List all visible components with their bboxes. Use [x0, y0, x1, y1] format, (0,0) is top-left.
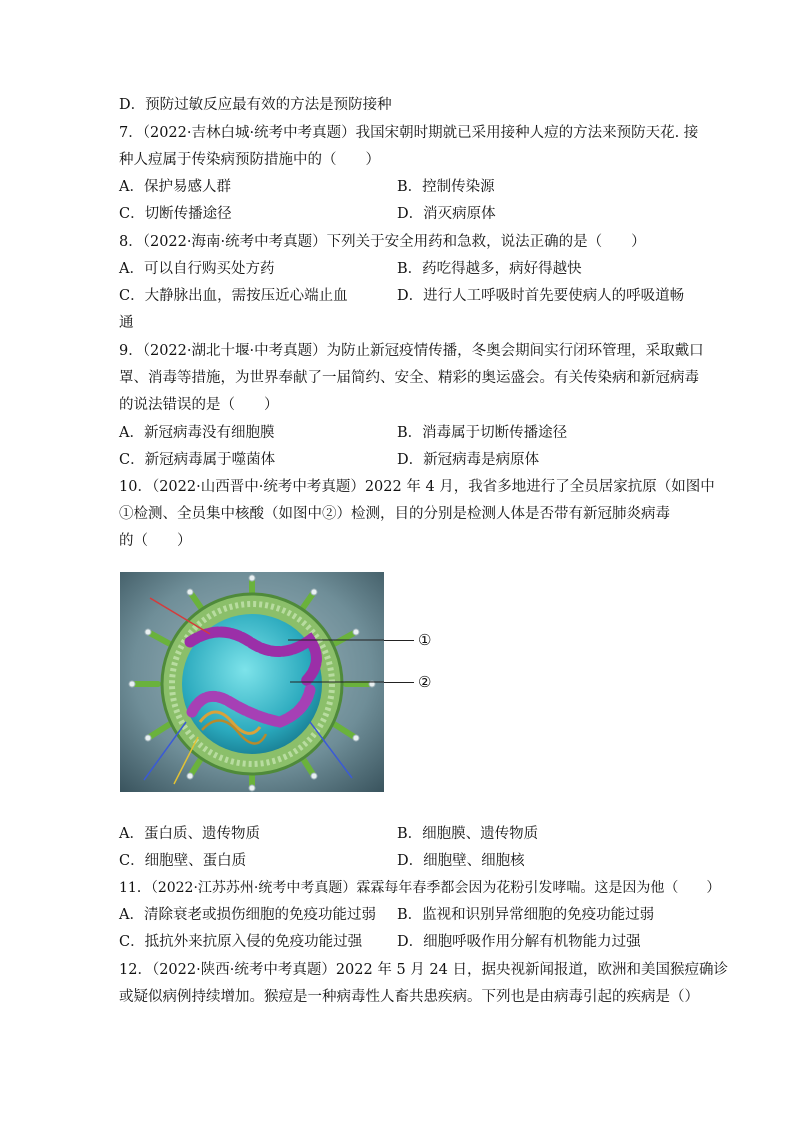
q10-stem-line3: 的（ ）	[119, 533, 192, 549]
q10-option-b: B．细胞膜、遗传物质	[397, 826, 539, 842]
figure-label-2: ②	[418, 673, 432, 691]
q8-option-d: D．进行人工呼吸时首先要使病人的呼吸道畅	[397, 288, 685, 304]
q9-option-d: D．新冠病毒是病原体	[397, 452, 540, 468]
q9-stem-line2: 罩、消毒等措施，为世界奉献了一届简约、安全、精彩的奥运盛会。有关传染病和新冠病毒	[119, 370, 699, 386]
q7-option-c: C．切断传播途径	[119, 206, 232, 222]
q10-option-c: C．细胞壁、蛋白质	[119, 853, 247, 869]
q11-option-b: B．监视和识别异常细胞的免疫功能过弱	[397, 907, 655, 923]
q10-stem-line2: ①检测、全员集中核酸（如图中②）检测，目的分别是检测人体是否带有新冠肺炎病毒	[119, 506, 670, 522]
q6-option-d: D．预防过敏反应最有效的方法是预防接种	[119, 97, 392, 113]
q8-option-b: B．药吃得越多，病好得越快	[397, 261, 582, 277]
q7-option-d: D．消灭病原体	[397, 206, 496, 222]
virus-illustration	[120, 572, 384, 792]
q10-option-d: D．细胞壁、细胞核	[397, 853, 525, 869]
figure-label-1: ①	[418, 631, 432, 649]
q7-stem-line2: 种人痘属于传染病预防措施中的（ ）	[119, 152, 380, 168]
q12-stem-line1: 12．（2022·陕西·统考中考真题）2022 年 5 月 24 日，据央视新闻报道，欧洲和美国猴痘确诊	[119, 962, 728, 978]
q7-stem-line1: 7．（2022·吉林白城·统考中考真题）我国宋朝时期就已采用接种人痘的方法来预防天花. 接	[119, 125, 699, 141]
q7-option-a: A．保护易感人群	[119, 179, 231, 195]
q8-option-a: A．可以自行购买处方药	[119, 261, 275, 277]
virus-figure	[120, 572, 384, 792]
q11-option-d: D．细胞呼吸作用分解有机物能力过强	[397, 934, 641, 950]
q8-option-d-cont: 通	[119, 315, 134, 331]
q10-stem-line1: 10．（2022·山西晋中·统考中考真题）2022 年 4 月，我省多地进行了全员居家抗原（如图中	[119, 479, 715, 495]
q9-stem-line3: 的说法错误的是（ ）	[119, 397, 279, 413]
q10-option-a: A．蛋白质、遗传物质	[119, 826, 260, 842]
pointer-line-2	[384, 682, 414, 683]
q12-stem-line2: 或疑似病例持续增加。猴痘是一种病毒性人畜共患疾病。下列也是由病毒引起的疾病是（）	[119, 989, 699, 1005]
q11-stem-line1: 11．（2022·江苏苏州·统考中考真题）霖霖每年春季都会因为花粉引发哮喘。这是因为他（ ）	[119, 880, 721, 896]
pointer-line-1	[384, 640, 414, 641]
q11-option-c: C．抵抗外来抗原入侵的免疫功能过强	[119, 934, 363, 950]
q8-option-c: C．大静脉出血，需按压近心端止血	[119, 288, 348, 304]
q7-option-b: B．控制传染源	[397, 179, 495, 195]
q11-option-a: A．清除衰老或损伤细胞的免疫功能过弱	[119, 907, 376, 923]
q9-option-b: B．消毒属于切断传播途径	[397, 425, 568, 441]
q8-stem-line1: 8．（2022·海南·统考中考真题）下列关于安全用药和急救，说法正确的是（ ）	[119, 234, 646, 250]
q9-option-c: C．新冠病毒属于噬菌体	[119, 452, 276, 468]
q9-option-a: A．新冠病毒没有细胞膜	[119, 425, 275, 441]
q9-stem-line1: 9．（2022·湖北十堰·中考真题）为防止新冠疫情传播，冬奥会期间实行闭环管理，采取戴口	[119, 343, 704, 359]
